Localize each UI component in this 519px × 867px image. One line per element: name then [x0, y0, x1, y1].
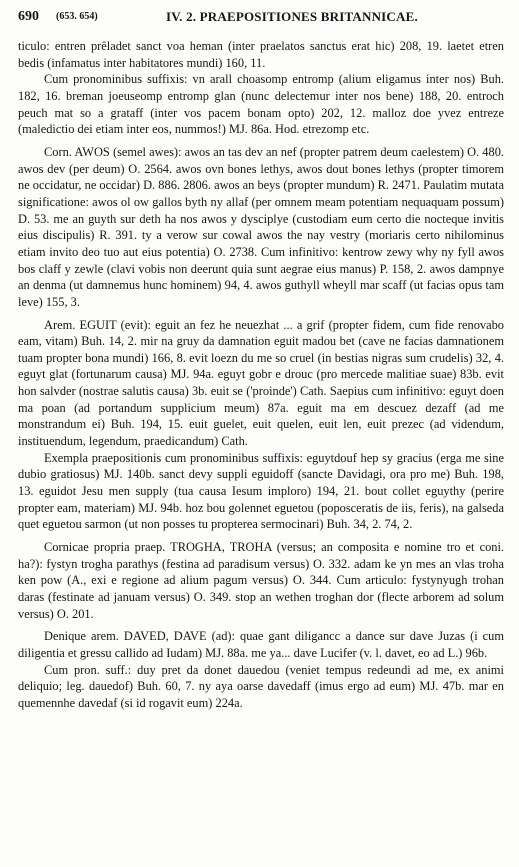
page-reference: (653. 654)	[56, 11, 98, 22]
document-body	[18, 38, 504, 712]
page-number: 690	[18, 9, 39, 24]
paragraph-cornish-awos: Corn. AWOS (semel awes): awos an tas dev an nef (propter patrem deum caelestem) O. 480. awos dev (per deum) O. 2564. awos ovn bones lethys, awos dout bones lethys (propter timorem ne occidatur, ne occidar) D. 886. 2806. awos an beys (propter mundum) R. 2471. Paulatim mutata significatione: awos ol ow gallos byth ny allaf (per omnem meam potentiam nequaquam possum) D. 53. me an guyth sur deth ha nos awos y dysciplye (custodiam eum certo die nocteque invitis eius discipulis) R. 391. ty a verow sur cowal awos the nay vestry (moriaris certo nihilominus etiam invito deo tuo aut eius potentia) O. 2738. Cum infinitivo: kentrow zewy why ny fyll awos bos claff y zewle (clavi vobis non deerunt quia sunt aegrae eius manus) P. 158, 2. awos dampnye an denma (ut damnemus hunc hominem) 94, 4. awos guthyll wheyll mar scaff (ut facias opus tam leve) 155, 3.	[18, 144, 504, 309]
paragraph-armorican-daved: Denique arem. DAVED, DAVE (ad): quae gant diligancc a dance sur dave Juzas (i cum diligentia et gressu callido ad Iudam) MJ. 88a. me ya... dave Lucifer (v. l. davet, eo ad L.) 96b.	[18, 629, 504, 660]
paragraph-armorican-eguit: Arem. EGUIT (evit): eguit an fez he neuezhat ... a grif (propter fidem, cum fide renovabo eam, vitam) Buh. 14, 2. mir na gruy da damnation eguit madou bet (cave ne facias damnationem tuam propter bona mundi) 166, 8. evit loezn du me so cruel (in bestias nigras sum crudelis) 32, 4. eguyt glat (fortunarum causa) MJ. 94a. eguyt gobr e drouc (pro mercede malitiae suae) 83b. evit hon salvder (nostrae salutis causa) 3b. euit se ('proinde') Cath. Saepius cum infinitivo: eguyt doen ma poan (ad portandum supplicium meum) 87a. eguit ma em descuez dezaff (ad me monstrandum ei) Buh. 194, 15. euit guelet, euit quelen, euit len, euit prezec (ad videndum, instituendum, legendum, praedicandum) Cath.	[18, 317, 504, 449]
running-title: IV. 2. PRAEPOSITIONES BRITANNICAE.	[166, 9, 418, 24]
page-header	[18, 6, 504, 28]
paragraph-continuation: ticulo: entren prêladet sanct voa heman (inter praelatos sanctus erat hic) 208, 19. laetet etren bedis (infamatus inter habitatores mundi) 160, 11.	[18, 39, 504, 70]
paragraph-pronoun-suffix-daved: Cum pron. suff.: duy pret da donet dauedou (veniet tempus redeundi ad me, ex animi deliquio; leg. dauedof) Buh. 60, 7. ny aya oarse davedaff (imus ergo ad eum) MJ. 47b. mar en quemennhe davedaf (si id rogavit eum) 224a.	[18, 662, 504, 710]
paragraph-cornish-trogha: Cornicae propria praep. TROGHA, TROHA (versus; an composita e nomine tro et coni. ha?): fystyn trogha parathys (festina ad paradisum versus) O. 332. adam ke yn mes an vlas troha ken pow (A., exi e regione ad alium pagum versus) O. 344. Cum articulo: fystynyugh trohan daras (festinate ad januam versus) O. 349. stop an wethen troghan dor (flecte arborem ad solum versus) O. 201.	[18, 540, 504, 621]
paragraph-examples-suffixes: Exempla praepositionis cum pronominibus suffixis: eguytdouf hep sy gracius (erga me sine dubio gratiosus) MJ. 140b. sanct devy suppli eguidoff (sancte Davidagi, ora pro me) Buh. 198, 13. eguidot Jesu men supply (tua causa Iesum imploro) 194, 21. bout collet eguythy (perire propter eam, materiam) MJ. 94b. hoz bou golennet eguetou (poposceratis de iis, feris), na galseda quet eguetou sarmon (ut non posses tu propterea sermocinari) Buh. 34, 2. 74, 2.	[18, 450, 504, 532]
paragraph-pronominal-suffixes: Cum pronominibus suffixis: vn arall choasomp entromp (alium eligamus inter nos) Buh. 182, 16. breman joeuseomp entromp glan (nunc delectemur inter nos bene) 188, 20. entroch peuch mat so a grataff (inter vos pacem bonam opto) 202, 12. malloz doe yvez entreze (maledictio dei etiam inter eos, nummos!) MJ. 86a. Hod. etrezomp etc.	[18, 72, 504, 137]
